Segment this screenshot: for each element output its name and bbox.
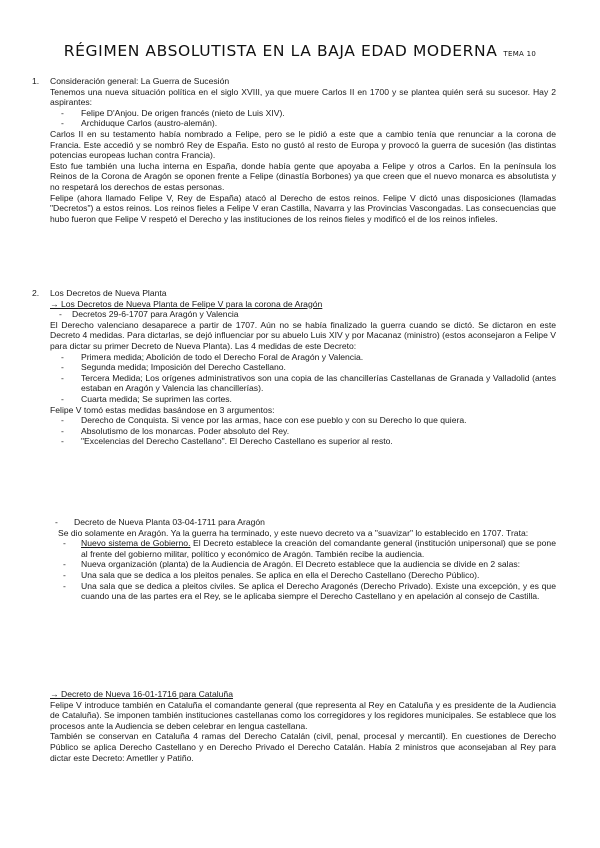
s1-paragraph-4: Felipe (ahora llamado Felipe V, Rey de España) atacó al Derecho de estos reinos. Felipe V dictó unas disposiciones (llamadas "Decretos") a estos reinos. Los reinos fieles a Felipe V eran Castilla, Navarra y las Provincias Vascongadas. Las consecuencias que hubo fueron que Felipe V respetó el Derecho y las instituciones de los reinos fieles y modificó el de los reinos infieles.: [50, 192, 556, 224]
gobierno-text: El Decreto establece la creación del comandante general (institución unipersonal) que se pone al frente del gobierno militar, político y económico de Aragón. También recibe la audiencia.: [81, 538, 556, 559]
decreto-1711-item: - Una sala que se dedica a los pleitos penales. Se aplica en ella el Derecho Castellano (Derecho Público).: [0, 570, 600, 581]
s1-paragraph-3: Esto fue también una lucha interna en España, donde había gente que apoyaba a Felipe y otros a Carlos. En la península los Reinos de la Corona de Aragón se oponen frente a Felipe (dinastía Borbones) ya que creen que el nuevo monarca es absolutista y no respetará los derechos de estas personas.: [50, 160, 556, 192]
section-2: [0, 288, 600, 447]
s1-paragraph-1: Tenemos una nueva situación política en el siglo XVIII, ya que muere Carlos II en 1700 y se plantea quién será su sucesor. Hay 2 aspirantes:: [50, 86, 556, 108]
section-2-heading: [0, 288, 600, 299]
section-1: [0, 76, 600, 224]
decreto-1711-item: - Una sala que se dedica a pleitos civiles. Se aplica el Derecho Aragonés (Derecho Privado). Existe una excepción, y es que cuando una de las partes era el Rey, se le aplicaba siempre el Derecho Castellano y en apelación al consejo de Castilla.: [0, 581, 600, 602]
decreto-1716-paragraph-1: Felipe V introduce también en Cataluña el comandante general (que representa al Rey en Cataluña y es presidente de la Audiencia de Cataluña). Se imponen también instituciones castellanas como los corregidores y los regidores municipales. Se establece que los procesos ante la Audiencia se deben celebrar en lengua castellana.: [50, 699, 556, 731]
decreto-1707-paragraph: El Derecho valenciano desaparece a partir de 1707. Aún no se había finalizado la guerra cuando se dictó. Se dictaron en este Decreto 4 medidas. Para dictarlas, se dejó influenciar por su abuelo Luis XIV y por Macanaz (ministro) (estos aconsejaron a Felipe V para dictar su primer Decreto de Nueva Planta). Las 4 medidas de este Decreto:: [50, 319, 556, 351]
decreto-1711-paragraph: Se dio solamente en Aragón. Ya la guerra ha terminado, y este nuevo decreto va a "suavizar" lo establecido en 1707. Trata:: [58, 527, 529, 538]
medida-item: - Tercera Medida; Los orígenes administrativos son una copia de las chancillerías Castellanas de Granada y Valladolid (antes estaban en Aragón y Valencia las chancillerías).: [0, 373, 600, 394]
decreto-1716-paragraph-2: También se conservan en Cataluña 4 ramas del Derecho Catalán (civil, penal, procesal y mercantil). En cuestiones de Derecho Público se aplica Derecho Castellano y en Derecho Privado el Derecho Catalán. Había 2 ministros que aconsejaban al Rey para dictar este Decreto: Ametller y Patiño.: [50, 731, 556, 763]
medida-item: - Cuarta medida; Se suprimen las cortes.: [0, 394, 600, 405]
decreto-1711-title: - Decreto de Nueva Planta 03-04-1711 para Aragón: [0, 517, 600, 528]
medida-item: - Primera medida; Abolición de todo el Derecho Foral de Aragón y Valencia.: [0, 352, 600, 363]
section-1-heading-text: Consideración general: La Guerra de Sucesión: [50, 76, 230, 86]
section-2-heading-text: Los Decretos de Nueva Planta: [50, 288, 167, 298]
aspirante-item: - Archiduque Carlos (austro-alemán).: [0, 118, 600, 129]
gobierno-underlined: Nuevo sistema de Gobierno.: [81, 538, 191, 549]
decreto-1711: [0, 517, 600, 602]
decreto-1711-item: - Nueva organización (planta) de la Audiencia de Aragón. El Decreto establece que la audiencia se divide en 2 salas:: [0, 559, 600, 570]
argumento-item: - Derecho de Conquista. Si vence por las armas, hace con ese pueblo y con su Derecho lo que quiera.: [0, 415, 600, 426]
s1-paragraph-2: Carlos II en su testamento había nombrado a Felipe, pero se le pidió a este que a cambio tenía que renunciar a la corona de Francia. Este accedió y se nombró Rey de España. Esto no gustó al resto de Europa y provocó la guerra de sucesión (las distintas potencias europeas luchan contra Francia).: [50, 128, 556, 161]
decreto-1716: [0, 689, 600, 763]
section-2-number: 2.: [32, 288, 40, 298]
tema-label: TEMA 10: [503, 50, 537, 58]
argumento-item: - Absolutismo de los monarcas. Poder absoluto del Rey.: [0, 426, 600, 437]
decreto-1711-item: [0, 538, 600, 559]
medida-item: - Segunda medida; Imposición del Derecho Castellano.: [0, 362, 600, 373]
argumento-item: - "Excelencias del Derecho Castellano". El Derecho Castellano es superior al resto.: [0, 436, 600, 447]
section-2-subheading: → Los Decretos de Nueva Planta de Felipe V para la corona de Aragón: [50, 298, 323, 309]
section-1-number: 1.: [32, 76, 40, 86]
decreto-1716-title: → Decreto de Nueva 16-01-1716 para Cataluña: [50, 689, 233, 699]
document-title: [0, 42, 600, 60]
title-text: RÉGIMEN ABSOLUTISTA EN LA BAJA EDAD MODERNA: [63, 42, 498, 60]
section-1-heading: [0, 76, 600, 87]
aspirante-item: - Felipe D'Anjou. De origen francés (nieto de Luis XIV).: [0, 108, 600, 119]
decreto-1707-title: - Decretos 29-6-1707 para Aragón y Valencia: [0, 309, 600, 320]
argumentos-intro: Felipe V tomó estas medidas basándose en 3 argumentos:: [50, 404, 275, 415]
